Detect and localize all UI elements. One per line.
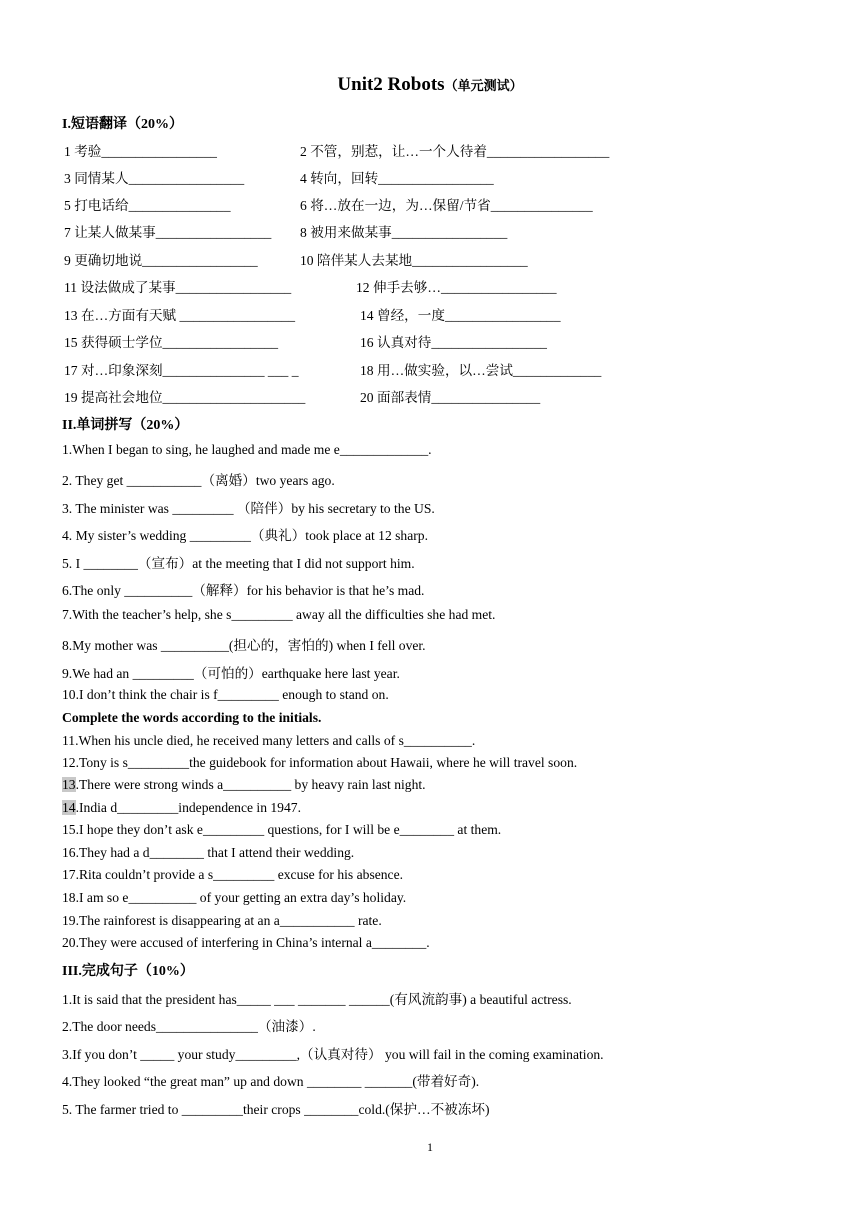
phrase-item-2: 2 不管，别惹，让…一个人待着__________________ — [300, 144, 610, 159]
spelling-item-19: 19.The rainforest is disappearing at an a___________ rate. — [62, 913, 382, 928]
highlighted-number: 14 — [62, 800, 76, 815]
spelling-item-8: 8.My mother was __________(担心的，害怕的) when I fell over. — [62, 638, 426, 653]
spelling-item-2: 2. They get ___________（离婚）two years ago. — [62, 473, 335, 488]
spelling-item-14: 14.India d_________independence in 1947. — [62, 800, 301, 815]
spelling-item-11: 11.When his uncle died, he received many letters and calls of s__________. — [62, 733, 476, 748]
document-title — [0, 74, 860, 96]
phrase-item-20: 20 面部表情________________ — [360, 390, 541, 405]
spelling-item-16: 16.They had a d________ that I attend their wedding. — [62, 845, 355, 860]
spelling-item-9: 9.We had an _________（可怕的）earthquake here last year. — [62, 666, 400, 681]
section-2-subheading: Complete the words according to the initials. — [62, 710, 322, 725]
phrase-item-8: 8 被用来做某事_________________ — [300, 225, 508, 240]
phrase-item-14: 14 曾经，一度_________________ — [360, 308, 561, 323]
section-2-heading: II.单词拼写（20%） — [62, 418, 189, 433]
phrase-item-1: 1 考验_________________ — [64, 144, 217, 159]
spelling-item-5: 5. I ________（宣布）at the meeting that I did not support him. — [62, 556, 415, 571]
phrase-item-12: 12 伸手去够…_________________ — [356, 280, 557, 295]
title-sub: （单元测试） — [444, 78, 523, 93]
phrase-item-18: 18 用…做实验，以…尝试_____________ — [360, 363, 602, 378]
spelling-item-7: 7.With the teacher’s help, she s_________ away all the difficulties she had met. — [62, 607, 496, 622]
section-1-heading: I.短语翻译（20%） — [62, 117, 183, 132]
spelling-item-6: 6.The only __________（解释）for his behavior is that he’s mad. — [62, 583, 425, 598]
phrase-item-11: 11 设法做成了某事_________________ — [64, 280, 292, 295]
spelling-item-15: 15.I hope they don’t ask e_________ questions, for I will be e________ at them. — [62, 822, 502, 837]
spelling-item-12: 12.Tony is s_________the guidebook for information about Hawaii, where he will travel soon. — [62, 755, 578, 770]
phrase-item-6: 6 将…放在一边，为…保留/节省_______________ — [300, 198, 593, 213]
page-number: 1 — [427, 1140, 433, 1154]
phrase-item-3: 3 同情某人_________________ — [64, 171, 245, 186]
sentence-item-4: 4.They looked “the great man” up and down ________ _______(带着好奇). — [62, 1074, 480, 1089]
spelling-item-17: 17.Rita couldn’t provide a s_________ excuse for his absence. — [62, 867, 404, 882]
spelling-item-18: 18.I am so e__________ of your getting an extra day’s holiday. — [62, 890, 407, 905]
phrase-item-16: 16 认真对待_________________ — [360, 335, 547, 350]
spelling-item-4: 4. My sister’s wedding _________（典礼）took place at 12 sharp. — [62, 528, 428, 543]
phrase-item-4: 4 转向，回转_________________ — [300, 171, 494, 186]
title-main: Unit2 Robots — [337, 74, 445, 95]
phrase-item-17: 17 对…印象深刻_______________ ___ _ — [64, 363, 299, 378]
sentence-item-2: 2.The door needs_______________（油漆）. — [62, 1019, 316, 1034]
spelling-item-3: 3. The minister was _________ （陪伴）by his secretary to the US. — [62, 501, 435, 516]
sentence-item-1: 1.It is said that the president has_____ ___ _______ ______(有风流韵事) a beautiful actress. — [62, 992, 572, 1007]
sentence-item-5: 5. The farmer tried to _________their crops ________cold.(保护…不被冻坏) — [62, 1102, 490, 1117]
phrase-item-19: 19 提高社会地位_____________________ — [64, 390, 306, 405]
sentence-item-3: 3.If you don’t _____ your study_________,（认真对待） you will fail in the coming examination. — [62, 1047, 604, 1062]
spelling-item-10: 10.I don’t think the chair is f_________ enough to stand on. — [62, 687, 389, 702]
phrase-item-10: 10 陪伴某人去某地_________________ — [300, 253, 528, 268]
phrase-item-13: 13 在…方面有天赋 _________________ — [64, 308, 296, 323]
phrase-item-9: 9 更确切地说_________________ — [64, 253, 258, 268]
spelling-item-20: 20.They were accused of interfering in China’s internal a________. — [62, 935, 430, 950]
section-3-heading: III.完成句子（10%） — [62, 964, 194, 979]
phrase-item-15: 15 获得硕士学位_________________ — [64, 335, 279, 350]
spelling-item-1: 1.When I began to sing, he laughed and made me e_____________. — [62, 442, 432, 457]
phrase-item-5: 5 打电话给_______________ — [64, 198, 231, 213]
highlighted-number: 13 — [62, 777, 76, 792]
spelling-item-13: 13.There were strong winds a__________ by heavy rain last night. — [62, 777, 426, 792]
phrase-item-7: 7 让某人做某事_________________ — [64, 225, 272, 240]
